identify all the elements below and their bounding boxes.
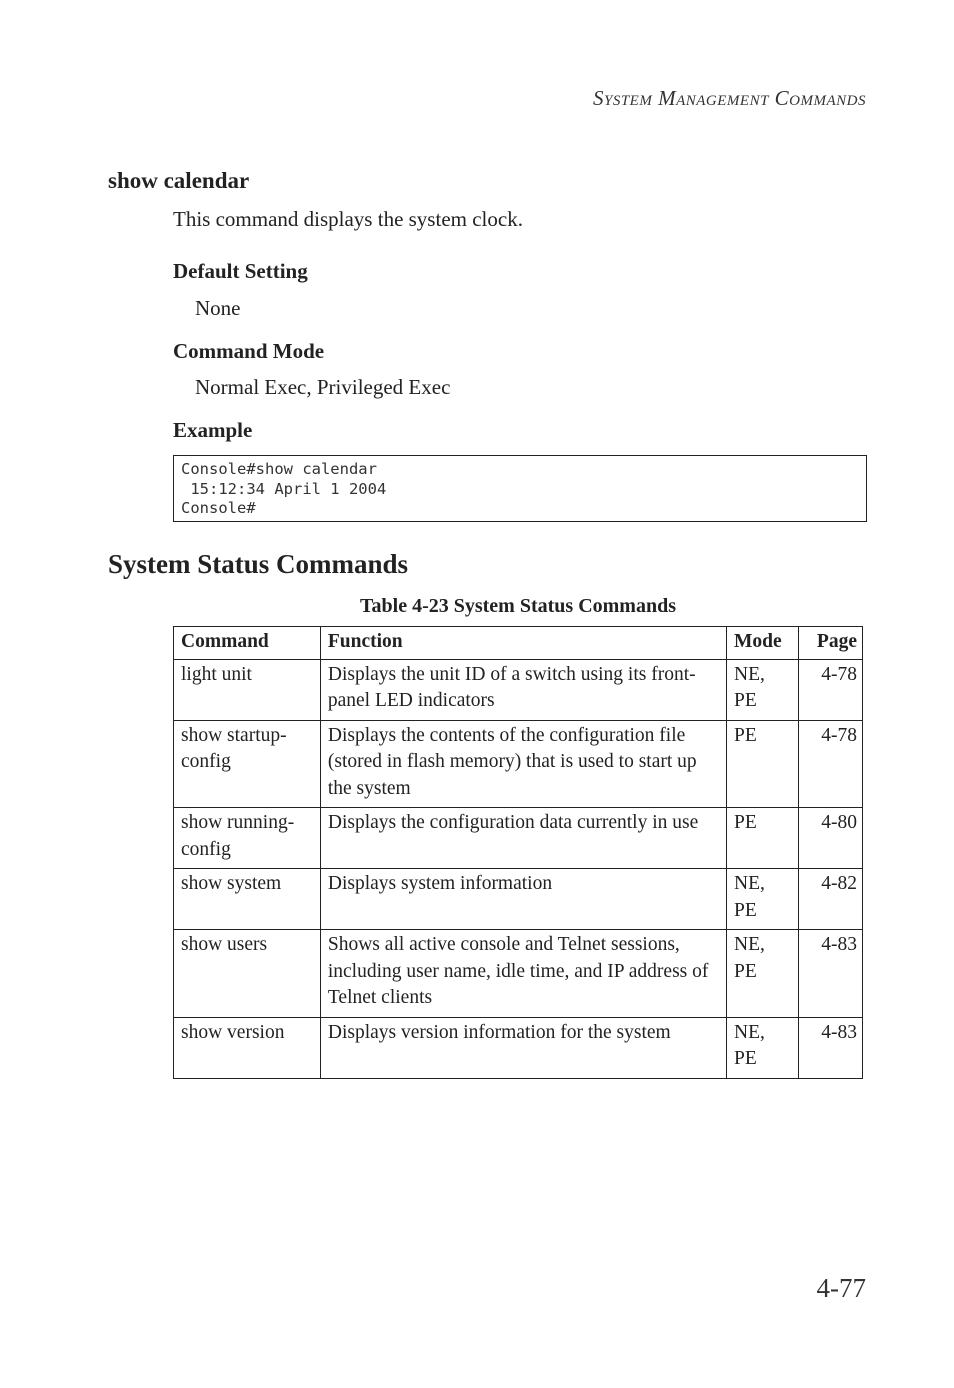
running-header: System Management Commands (593, 86, 866, 110)
cell-page: 4-82 (799, 869, 863, 930)
commands-table (173, 626, 863, 1079)
cell-function: Displays the unit ID of a switch using its front-panel LED indicators (320, 659, 726, 720)
command-description: This command displays the system clock. (173, 207, 523, 231)
cell-function: Shows all active console and Telnet sessions, including user name, idle time, and IP address of Telnet clients (320, 930, 726, 1018)
page-number: 4-77 (816, 1273, 866, 1303)
cell-command: show system (174, 869, 321, 930)
table-caption: Table 4-23 System Status Commands (360, 595, 676, 617)
cell-page: 4-83 (799, 1017, 863, 1078)
table-row (174, 869, 863, 930)
cell-mode: NE, PE (727, 1017, 799, 1078)
cell-function: Displays the contents of the configuration file (stored in flash memory) that is used to start up the system (320, 720, 726, 808)
cell-function: Displays the configuration data currently in use (320, 808, 726, 869)
cell-page: 4-80 (799, 808, 863, 869)
section-title: System Status Commands (108, 549, 409, 579)
command-heading: show calendar (108, 168, 250, 193)
default-setting-value: None (195, 296, 241, 320)
cell-mode: NE, PE (727, 930, 799, 1018)
cell-command: light unit (174, 659, 321, 720)
cell-page: 4-78 (799, 659, 863, 720)
cell-mode: PE (727, 720, 799, 808)
cell-page: 4-78 (799, 720, 863, 808)
cell-mode: NE, PE (727, 659, 799, 720)
table-row (174, 720, 863, 808)
cell-command: show version (174, 1017, 321, 1078)
cell-command: show users (174, 930, 321, 1018)
cell-function: Displays version information for the system (320, 1017, 726, 1078)
column-header-mode: Mode (727, 627, 799, 660)
default-setting-label: Default Setting (173, 259, 308, 283)
cell-mode: PE (727, 808, 799, 869)
cell-command: show startup-config (174, 720, 321, 808)
cell-function: Displays system information (320, 869, 726, 930)
cell-mode: NE, PE (727, 869, 799, 930)
table-row (174, 1017, 863, 1078)
cell-page: 4-83 (799, 930, 863, 1018)
column-header-function: Function (320, 627, 726, 660)
command-mode-value: Normal Exec, Privileged Exec (195, 375, 451, 399)
table-row (174, 808, 863, 869)
command-mode-label: Command Mode (173, 339, 325, 363)
table-row (174, 930, 863, 1018)
column-header-command: Command (174, 627, 321, 660)
example-label: Example (173, 418, 253, 442)
example-code-block: Console#show calendar 15:12:34 April 1 2004 Console# (173, 455, 867, 522)
table-row (174, 659, 863, 720)
column-header-page: Page (799, 627, 863, 660)
cell-command: show running-config (174, 808, 321, 869)
table-header-row (174, 627, 863, 660)
